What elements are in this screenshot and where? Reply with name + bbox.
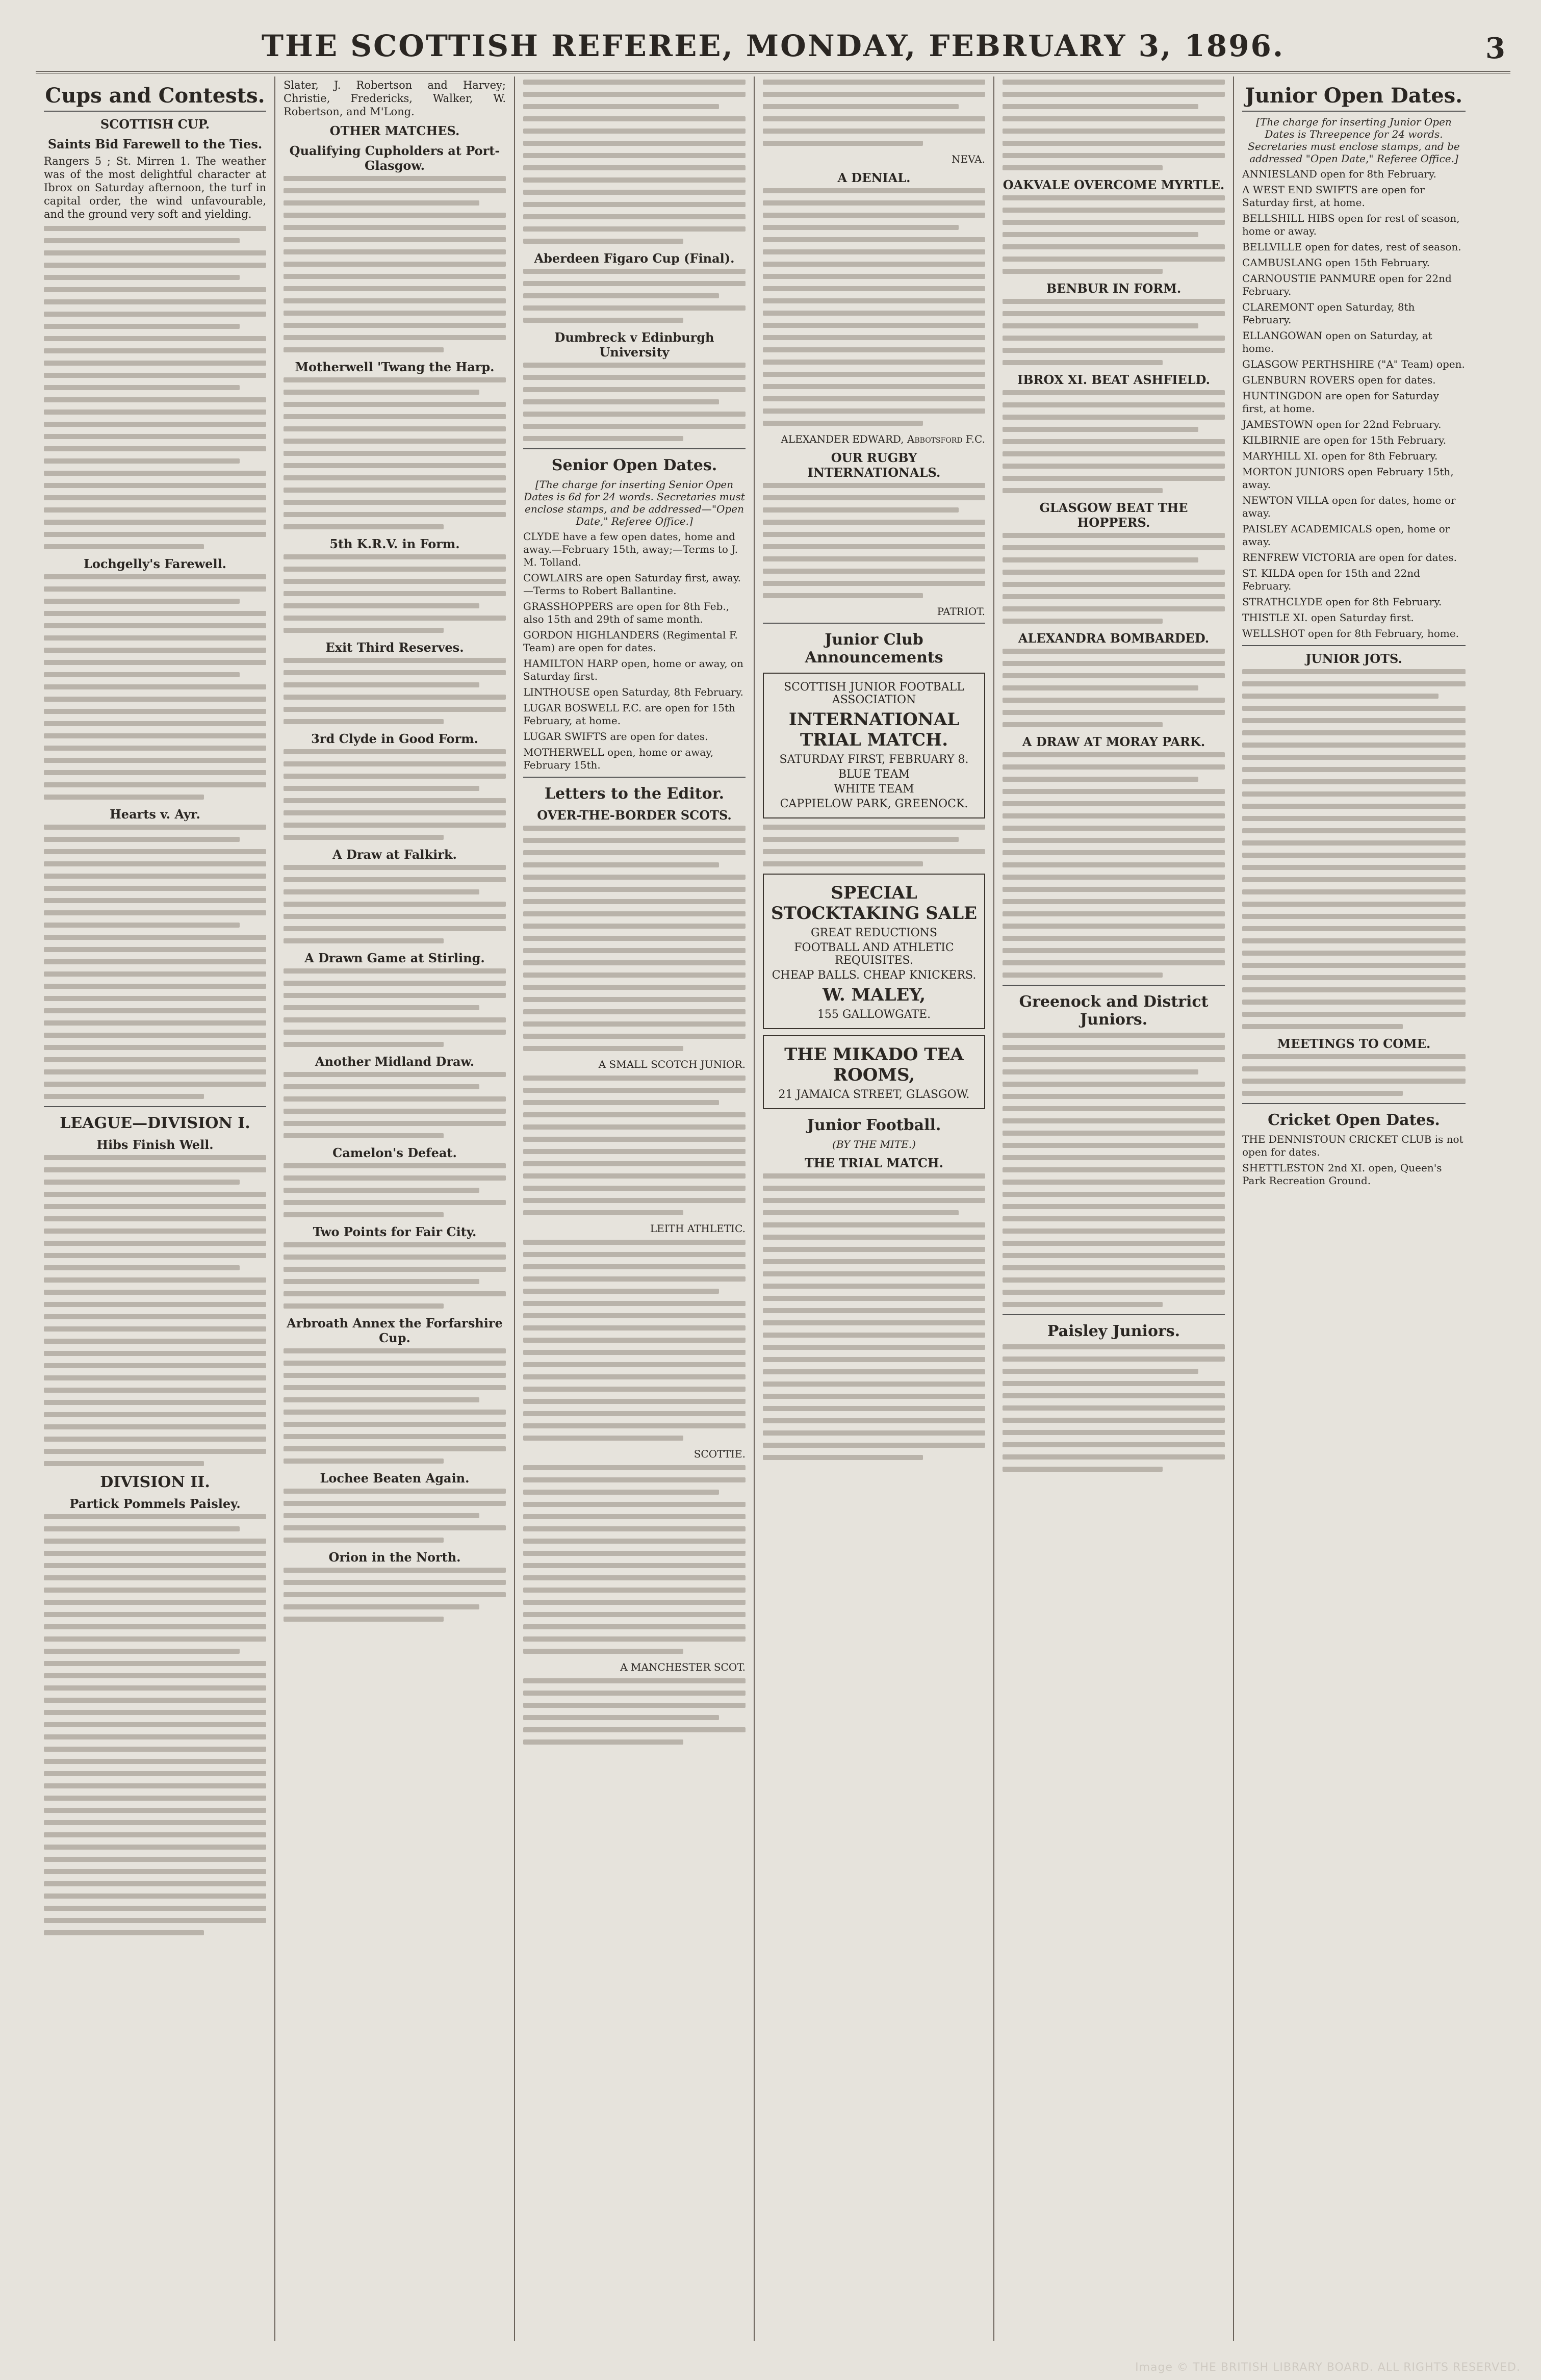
open-date-item: LINTHOUSE open Saturday, 8th February. <box>523 686 743 698</box>
open-date-item: ANNIESLAND open for 8th February. <box>1242 168 1436 180</box>
article-title: Another Midland Draw. <box>315 1054 475 1069</box>
article-title: 5th K.R.V. in Form. <box>329 536 460 551</box>
cricket-date-item: SHETTLESTON 2nd XI. open, Queen's Park Recreation Ground. <box>1242 1162 1442 1187</box>
ad-title: SPECIAL STOCKTAKING SALE <box>770 883 978 924</box>
ad-line: FOOTBALL AND ATHLETIC REQUISITES. <box>794 941 954 967</box>
letter-signature: LEITH ATHLETIC. <box>650 1222 746 1235</box>
column-3 <box>515 76 755 2341</box>
article-body-placeholder <box>284 1489 506 1543</box>
section-heading: Junior Open Dates. <box>1242 84 1466 112</box>
section-heading: Senior Open Dates. <box>551 456 717 474</box>
article-title: A DRAW AT MORAY PARK. <box>1022 734 1205 749</box>
article-subtitle: Partick Pommels Paisley. <box>69 1496 241 1511</box>
column-5 <box>994 76 1234 2341</box>
letter-body-placeholder <box>763 188 985 426</box>
section-heading: Cups and Contests. <box>44 84 266 112</box>
section-heading: Paisley Juniors. <box>1047 1322 1180 1340</box>
divider <box>763 623 985 624</box>
column-6 <box>1234 76 1474 2341</box>
letter-body-placeholder <box>523 826 746 1051</box>
cricket-date-item: THE DENNISTOUN CRICKET CLUB is not open for dates. <box>1242 1133 1463 1158</box>
byline: (BY THE MITE.) <box>832 1138 916 1150</box>
article-body-placeholder <box>44 226 266 549</box>
notice-body-placeholder <box>763 825 985 866</box>
advertisement-mikado <box>763 1035 985 1109</box>
section-heading: DIVISION II. <box>100 1473 210 1491</box>
article-title: A DENIAL. <box>837 170 911 185</box>
article-body-placeholder <box>1003 195 1225 274</box>
article-subtitle: Saints Bid Farewell to the Ties. <box>47 137 263 151</box>
divider <box>523 448 746 449</box>
column-1 <box>36 76 275 2341</box>
column-2 <box>275 76 515 2341</box>
article-body-placeholder <box>284 865 506 943</box>
ad-line: GREAT REDUCTIONS <box>811 927 937 939</box>
open-date-item: CARNOUSTIE PANMURE open for 22nd February. <box>1242 272 1452 297</box>
letter-signature: A MANCHESTER SCOT. <box>620 1661 746 1673</box>
open-date-item: RENFREW VICTORIA are open for dates. <box>1242 551 1457 564</box>
article-body-placeholder <box>523 269 746 323</box>
letter-body-placeholder <box>523 1465 746 1654</box>
open-date-item: CAMBUSLANG open 15th February. <box>1242 257 1430 269</box>
open-date-item: GLENBURN ROVERS open for dates. <box>1242 374 1436 386</box>
article-body-placeholder <box>523 363 746 441</box>
open-date-item: LUGAR SWIFTS are open for dates. <box>523 730 708 743</box>
masthead <box>36 20 1510 73</box>
article-title: IBROX XI. BEAT ASHFIELD. <box>1017 372 1210 387</box>
open-date-item: CLYDE have a few open dates, home and away.—February 15th, away;—Terms to J. M. Tolland. <box>523 530 738 568</box>
divider <box>1242 1103 1466 1104</box>
article-body-placeholder <box>1003 1344 1225 1472</box>
ad-organisation: SCOTTISH JUNIOR FOOTBALL ASSOCIATION <box>784 681 964 706</box>
section-heading: Junior Football. <box>807 1116 941 1134</box>
open-date-item: PAISLEY ACADEMICALS open, home or away. <box>1242 523 1450 548</box>
article-subtitle: Qualifying Cupholders at Port-Glasgow. <box>289 143 500 173</box>
article-title: Arbroath Annex the Forfarshire Cup. <box>287 1316 503 1345</box>
section-heading: Letters to the Editor. <box>544 785 725 803</box>
article-body-placeholder <box>284 968 506 1047</box>
copyright-footer: Image © THE BRITISH LIBRARY BOARD. ALL RIGHTS RESERVED. <box>1135 2361 1521 2374</box>
article-title: OUR RUGBY INTERNATIONALS. <box>807 450 941 480</box>
ad-date: SATURDAY FIRST, FEBRUARY 8. <box>779 753 969 766</box>
letter-signature: SCOTTIE. <box>694 1448 746 1460</box>
letter-signature: NEVA. <box>952 153 985 165</box>
article-title: Aberdeen Figaro Cup (Final). <box>534 251 735 266</box>
section-heading: Greenock and District Juniors. <box>1019 993 1209 1029</box>
article-body-placeholder <box>44 574 266 800</box>
article-body-placeholder <box>284 176 506 352</box>
newspaper-title: THE SCOTTISH REFEREE, MONDAY, FEBRUARY 3, 1896. <box>261 29 1285 63</box>
article-body-placeholder <box>763 1173 985 1460</box>
letter-body-placeholder <box>523 1678 746 1745</box>
open-dates-note: [The charge for inserting Senior Open Dates is 6d for 24 words. Secretaries must enclose stamps, and be addressed—"Open Date," Referee Office.] <box>524 478 745 527</box>
article-title: GLASGOW BEAT THE HOPPERS. <box>1039 500 1188 530</box>
article-lead: Rangers 5 ; St. Mirren 1. The weather was of the most delightful character at Ibrox on Saturday afternoon, the turf in capital order, the wind unfavourable, and the ground very soft and yielding. <box>44 155 266 220</box>
article-body-placeholder <box>44 825 266 1099</box>
meetings-table-placeholder <box>1242 1054 1466 1096</box>
article-title: BENBUR IN FORM. <box>1046 281 1182 296</box>
ad-title: THE MIKADO TEA ROOMS, <box>784 1044 964 1085</box>
article-title: OAKVALE OVERCOME MYRTLE. <box>1003 177 1225 192</box>
article-title: JUNIOR JOTS. <box>1305 651 1402 666</box>
letter-signature: PATRIOT. <box>937 605 985 618</box>
article-body-placeholder <box>284 658 506 724</box>
ad-line: CHEAP BALLS. CHEAP KNICKERS. <box>772 969 977 982</box>
open-date-item: A WEST END SWIFTS are open for Saturday first, at home. <box>1242 184 1425 209</box>
article-subtitle: THE TRIAL MATCH. <box>805 1156 943 1170</box>
article-title: OTHER MATCHES. <box>329 123 460 138</box>
letter-signature: A SMALL SCOTCH JUNIOR. <box>598 1058 746 1070</box>
open-date-item: NEWTON VILLA open for dates, home or away. <box>1242 494 1456 519</box>
open-date-item: THISTLE XI. open Saturday first. <box>1242 611 1414 624</box>
article-body-placeholder <box>1003 649 1225 727</box>
article-body-placeholder <box>1003 752 1225 978</box>
article-title: MEETINGS TO COME. <box>1277 1036 1431 1051</box>
open-date-item: CLAREMONT open Saturday, 8th February. <box>1242 301 1415 326</box>
open-date-item: MOTHERWELL open, home or away, February 15th. <box>523 746 714 771</box>
article-body-placeholder <box>1003 80 1225 170</box>
advertisement-trial-match <box>763 673 985 818</box>
article-title: Two Points for Fair City. <box>313 1224 477 1239</box>
divider <box>44 1106 266 1107</box>
article-body-placeholder <box>1003 299 1225 365</box>
article-body-placeholder <box>284 1242 506 1309</box>
section-heading: LEAGUE—DIVISION I. <box>60 1114 250 1132</box>
open-date-item: HAMILTON HARP open, home or away, on Saturday first. <box>523 657 743 682</box>
article-body-placeholder <box>284 1072 506 1138</box>
article-title: 3rd Clyde in Good Form. <box>311 731 478 746</box>
article-title: A Draw at Falkirk. <box>332 847 457 862</box>
article-subtitle: Hibs Finish Well. <box>96 1137 214 1152</box>
article-title: SCOTTISH CUP. <box>100 117 210 132</box>
article-body-placeholder <box>284 554 506 633</box>
divider <box>1003 985 1225 986</box>
article-subtitle: OVER-THE-BORDER SCOTS. <box>537 808 732 823</box>
column-4 <box>755 76 994 2341</box>
open-dates-note: [The charge for inserting Junior Open Dates is Threepence for 24 words. Secretaries must enclose stamps, and be addressed "Open Date," Referee Office.] <box>1248 116 1460 165</box>
ad-address: 155 GALLOWGATE. <box>817 1008 931 1021</box>
divider <box>1242 645 1466 646</box>
open-date-item: JAMESTOWN open for 22nd February. <box>1242 418 1442 430</box>
article-body-placeholder <box>44 1514 266 1935</box>
article-body-placeholder <box>284 1348 506 1464</box>
open-date-item: COWLAIRS are open Saturday first, away.—Terms to Robert Ballantine. <box>523 572 741 597</box>
article-title: Orion in the North. <box>328 1550 461 1565</box>
article-body-placeholder <box>1242 669 1466 1029</box>
article-body-placeholder <box>523 80 746 244</box>
article-title: Lochgelly's Farewell. <box>83 556 227 571</box>
open-date-item: KILBIRNIE are open for 15th February. <box>1242 434 1447 446</box>
page-number: 3 <box>1485 32 1505 65</box>
letter-signature: ALEXANDER EDWARD, Abbotsford F.C. <box>781 433 985 445</box>
letter-body-placeholder <box>523 1076 746 1215</box>
letter-body-placeholder <box>763 80 985 146</box>
article-body-placeholder <box>1003 390 1225 493</box>
article-title: ALEXANDRA BOMBARDED. <box>1018 631 1210 646</box>
article-title: A Drawn Game at Stirling. <box>304 951 485 965</box>
open-date-item: MARYHILL XI. open for 8th February. <box>1242 450 1438 462</box>
open-date-item: GORDON HIGHLANDERS (Regimental F. Team) are open for dates. <box>523 629 738 654</box>
section-heading: Cricket Open Dates. <box>1268 1111 1440 1129</box>
article-body-placeholder <box>1003 533 1225 624</box>
open-date-item: STRATHCLYDE open for 8th February. <box>1242 596 1442 608</box>
article-body-placeholder <box>284 1568 506 1622</box>
open-date-item: ELLANGOWAN open on Saturday, at home. <box>1242 329 1432 354</box>
ad-venue: CAPPIELOW PARK, GREENOCK. <box>780 798 968 810</box>
open-date-item: HUNTINGDON are open for Saturday first, at home. <box>1242 390 1439 415</box>
columns <box>36 76 1510 2341</box>
article-title: Motherwell 'Twang the Harp. <box>295 360 495 374</box>
divider <box>1003 1314 1225 1315</box>
ad-team-2: WHITE TEAM <box>834 783 914 796</box>
article-lead: Slater, J. Robertson and Harvey; Christie, Fredericks, Walker, W. Robertson, and M'Long. <box>284 79 506 118</box>
open-date-item: ST. KILDA open for 15th and 22nd February. <box>1242 567 1420 592</box>
article-title: Lochee Beaten Again. <box>320 1471 470 1486</box>
open-date-item: WELLSHOT open for 8th February, home. <box>1242 627 1459 639</box>
letter-body-placeholder <box>763 483 985 598</box>
article-title: Hearts v. Ayr. <box>110 807 200 822</box>
open-date-item: MORTON JUNIORS open February 15th, away. <box>1242 466 1454 491</box>
section-heading: Junior Club Announcements <box>805 631 943 667</box>
article-body-placeholder <box>284 1163 506 1217</box>
article-body-placeholder <box>284 377 506 529</box>
open-date-item: GRASSHOPPERS are open for 8th Feb., also 15th and 29th of same month. <box>523 600 730 625</box>
article-body-placeholder <box>284 749 506 840</box>
article-title: Dumbreck v Edinburgh University <box>554 330 714 360</box>
article-body-placeholder <box>1003 1033 1225 1307</box>
open-date-item: LUGAR BOSWELL F.C. are open for 15th February, at home. <box>523 702 735 727</box>
ad-title: INTERNATIONAL TRIAL MATCH. <box>788 709 960 750</box>
divider <box>523 777 746 778</box>
ad-team-1: BLUE TEAM <box>838 768 910 781</box>
open-date-item: BELLSHILL HIBS open for rest of season, home or away. <box>1242 212 1460 237</box>
article-body-placeholder <box>44 1155 266 1466</box>
open-date-item: GLASGOW PERTHSHIRE ("A" Team) open. <box>1242 358 1465 370</box>
open-date-item: BELLVILLE open for dates, rest of season. <box>1242 241 1461 253</box>
article-title: Camelon's Defeat. <box>332 1145 457 1160</box>
ad-name: W. MALEY, <box>822 985 926 1005</box>
advertisement-maley <box>763 874 985 1029</box>
ad-address: 21 JAMAICA STREET, GLASGOW. <box>778 1088 970 1101</box>
article-title: Exit Third Reserves. <box>325 640 464 655</box>
letter-body-placeholder <box>523 1240 746 1441</box>
